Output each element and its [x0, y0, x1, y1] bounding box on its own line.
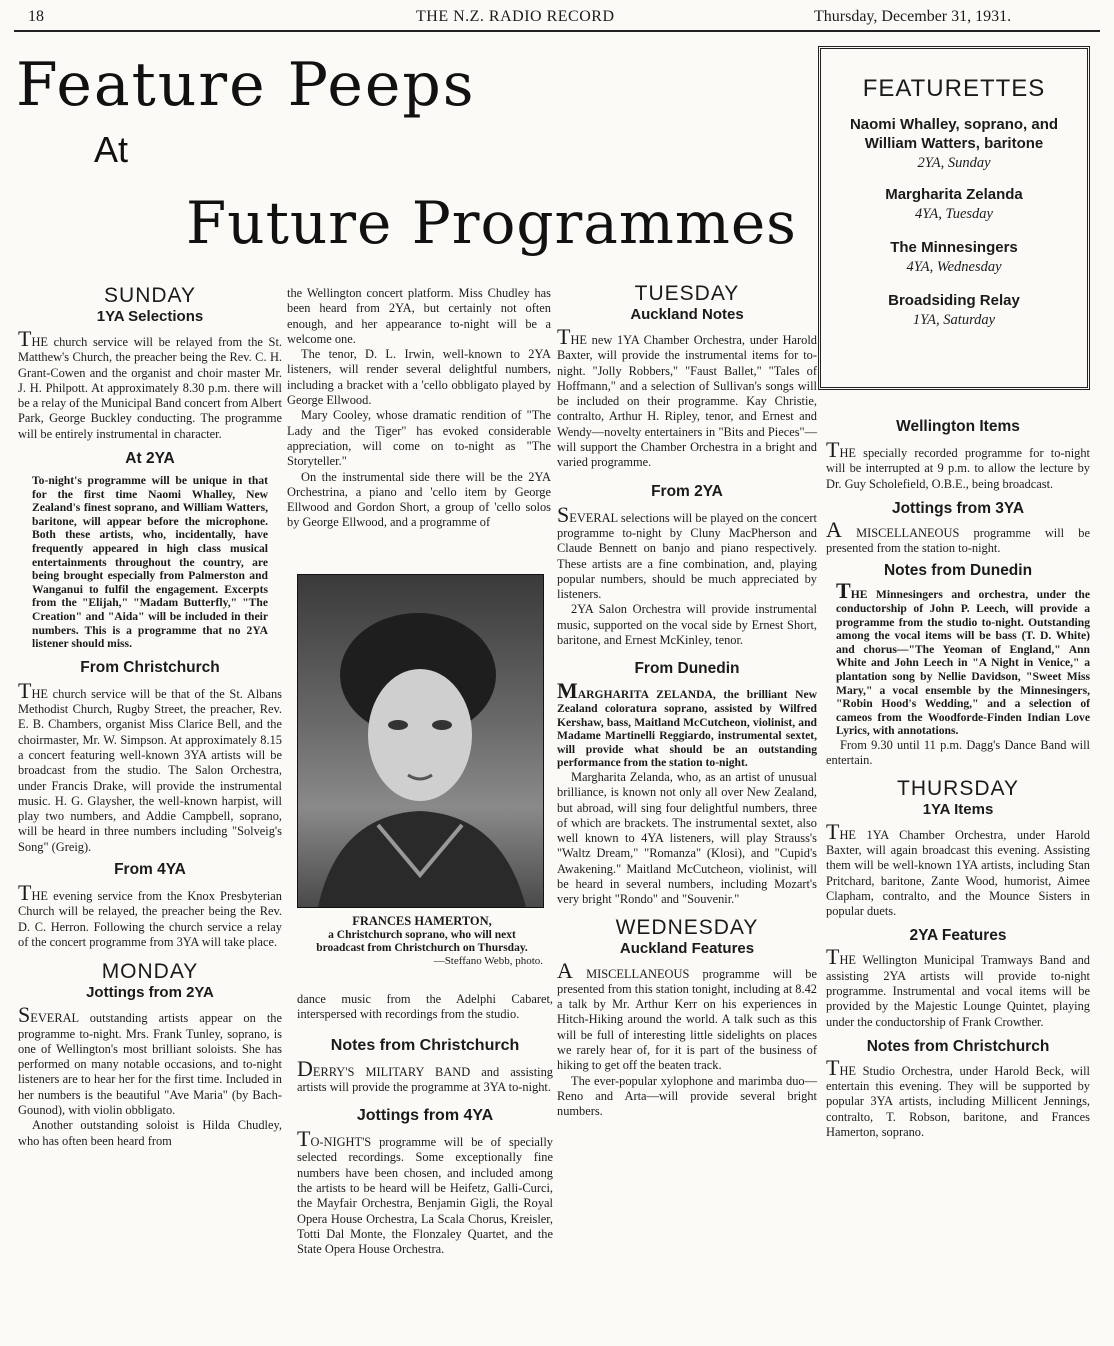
thursday-heading: THURSDAY [897, 776, 1019, 800]
featurette-item: Broadsiding Relay 1YA, Saturday [888, 292, 1020, 328]
sunday-subheading: 1YA Selections [96, 308, 204, 325]
column-4 [826, 418, 1090, 1140]
monday-heading: MONDAY [101, 960, 199, 984]
page-number: 18 [28, 8, 44, 25]
wellington-text: THE specially recorded programme for to-night will be interrupted at 9 p.m. to allow the lecture by Dr. Guy Scholefield, O.B.E., being broadcast. [826, 437, 1090, 491]
from-2ya-text-2: 2YA Salon Orchestra will provide instrumental music, supported on the vocal side by Ernest Short, baritone, and Ernest McKinley, tenor. [557, 602, 817, 648]
col2-text-1: the Wellington concert platform. Miss Chudley has been heard from 2YA, but certainly not often enough, and her appearance to-night will be a welcome one. [287, 286, 551, 346]
thursday-subheading: 1YA Items [922, 800, 994, 818]
monday-text: SEVERAL outstanding artists appear on the programme to-night. Mrs. Frank Tunley, soprano, is one of Wellington's most brilliant soloists. She has performed on many notable occasions, and to-night listeners are to hear her for the first time. Included in her numbers is the beautiful "Ave Maria" (by Bach-Gounod), with violin obbligato. [18, 1002, 282, 1118]
photo-caption [297, 914, 547, 967]
from-2ya-heading: From 2YA [651, 482, 723, 500]
tuesday-subheading: Auckland Notes [630, 306, 744, 323]
photo-credit: —Steffano Webb, photo. [433, 955, 543, 967]
from-dunedin-text-2: Margharita Zelanda, who, as an artist of unusual brilliance, is known not only all over New Zealand, but abroad, will sing four delightful numbers, three of which are brackets. The instrumental sextet, also well known to 4YA listeners, will play Strauss's "Waltz Dream," "Romanza" (Klosi), and "Cupid's Awakening." Maitland McCutcheon, violinist, will be heard in several numbers, including Mozart's very bright "Rondo" and "Souvenir." [557, 769, 817, 907]
at-2ya-heading: At 2YA [125, 450, 175, 468]
monday-subheading: Jottings from 2YA [86, 984, 214, 1002]
wednesday-text-2: The ever-popular xylophone and marimba duo—Reno and Arta—will provide several bright numbers. [557, 1073, 817, 1119]
portrait-photo [297, 574, 544, 908]
jottings-3ya-text: A MISCELLANEOUS programme will be presented from the station to-night. [826, 516, 1090, 556]
christchurch-notes-text: THE Studio Orchestra, under Harold Beck, will entertain this evening. They will be supported by popular 3YA artists, including Millicent Jennings, contralto, T. Robson, baritone, and Frances Hamerton, soprano. [826, 1054, 1090, 1140]
2ya-features-heading: 2YA Features [909, 927, 1007, 945]
tuesday-heading: TUESDAY [634, 282, 740, 305]
wellington-heading: Wellington Items [896, 418, 1020, 435]
featurette-item: The Minnesingers 4YA, Wednesday [890, 239, 1018, 275]
notes-dunedin-heading: Notes from Dunedin [883, 562, 1033, 580]
issue-date: Thursday, December 31, 1931. [814, 8, 1012, 25]
sunday-text: THE church service will be relayed from the St. Matthew's Church, the preacher being the Rev. C. H. Grant-Cowen and the organist and choir master Mr. J. H. Philpott. At approximately 8.30 p.m. there will be a relay of the Municipal Band concert from Albert Park, George Buckley conducting. The programme will be entirely instrumental in character. [18, 326, 282, 441]
notes-christchurch-heading: Notes from Christchurch [330, 1036, 520, 1054]
from-2ya-text: SEVERAL selections will be played on the concert programme to-night by Cluny MacPherson and Claude Bennett on banjo and piano respectively. These artists are a fine combination, and, playing popular numbers, should be much appreciated by listeners. [557, 501, 817, 602]
publication-name: THE N.Z. RADIO RECORD [416, 8, 615, 25]
monday-text-2: Another outstanding soloist is Hilda Chudley, who has often been heard from [18, 1118, 282, 1148]
col2-text-4: On the instrumental side there will be the 2YA Orchestrina, a piano and 'cello item by George Ellwood and Gordon Short, a group of 'cello solos by George Ellwood, and a programme of [287, 469, 551, 530]
featurette-item: Margharita Zelanda 4YA, Tuesday [885, 186, 1023, 222]
column-3 [557, 282, 817, 1120]
christchurch-notes-heading: Notes from Christchurch [866, 1037, 1050, 1055]
2ya-features-text: THE Wellington Municipal Tramways Band and assisting 2YA artists will provide to-night programme. Instrumental and vocal items will be provided by the Majestic Lounge Quintet, playing under the conductorship of Frank Crowther. [826, 944, 1090, 1029]
thursday-text: THE 1YA Chamber Orchestra, under Harold Baxter, will again broadcast this evening. Assisting them will be well-known 1YA artists, including Stan Pritchard, baritone, Zante Wood, humorist, Aimee Clapham, contralto, and the Mounce Sisters in popular duets. [826, 818, 1090, 919]
column-2 [287, 286, 551, 531]
from-dunedin-text: MARGHARITA ZELANDA, the brilliant New Zealand coloratura soprano, assisted by Wilfred Kershaw, bass, Maitland McCutcheon, violinist, and Madame Martinelli Reggiardo, instrumental sextet, will provide what should be an outstanding performance from the station to-night. [557, 678, 817, 770]
from-dunedin-heading: From Dunedin [634, 660, 740, 678]
page-header [28, 6, 1078, 30]
col2-text-2: The tenor, D. L. Irwin, well-known to 2YA listeners, will render several delightful numbers, including a bracket with a 'cello obbligato played by George Ellwood. [287, 347, 551, 408]
notes-dunedin-text-2: From 9.30 until 11 p.m. Dagg's Dance Band will entertain. [826, 738, 1090, 768]
sunday-heading: SUNDAY [104, 284, 196, 307]
from-4ya-text: THE evening service from the Knox Presbyterian Church will be relayed, the preacher being the Rev. D. C. Herron. Following the church service a relay of the concert programme from 3YA will take place. [18, 880, 282, 949]
column-1 [18, 284, 282, 1149]
wednesday-subheading: Auckland Features [619, 939, 755, 957]
christchurch-heading: From Christchurch [80, 658, 220, 676]
masthead-line1: Feature Peeps [16, 50, 476, 120]
column-2-lower [297, 992, 553, 1258]
col2-text-5: dance music from the Adelphi Cabaret, interspersed with recordings from the studio. [297, 992, 553, 1022]
jottings-4ya-text: TO-NIGHT'S programme will be of specially selected recordings. Some exceptionally fine numbers have been chosen, and included among the artists to be heard will be Heifetz, Galli-Curci, the Mayfair Orchestra, Benjamin Gigli, the Royal Opera House Orchestra, La Scala Chorus, Kreisler, Totti Dal Monte, the Flonzaley Quartet, and the State Opera House Orchestra. [297, 1126, 553, 1257]
jottings-3ya-heading: Jottings from 3YA [891, 499, 1025, 517]
featurette-item: Naomi Whalley, soprano, and William Watters, baritone 2YA, Sunday [849, 116, 1059, 171]
photo-caption-name: FRANCES HAMERTON, [352, 914, 492, 928]
wednesday-heading: WEDNESDAY [615, 915, 759, 939]
header-rule [14, 30, 1100, 32]
masthead-line3: Future Programmes [186, 189, 797, 257]
masthead-line2: At [94, 129, 129, 170]
portrait-icon [298, 575, 543, 907]
featurettes-box [818, 46, 1090, 390]
notes-dunedin-text: THE Minnesingers and orchestra, under the conductorship of John P. Leech, will provide a programme from the studio to-night. Outstanding among the vocal items will be bass (T. D. White) and chorus—"The Yeoman of England," Ann White and John Leech in "A Night in Venice," a plantation song by Nellie Davidson, "Sweet Miss Mary," a vocal ensemble by the Minnesingers, "Robin Hood's Wedding," and a selection of cameos from the Woodforde-Finden Indian Love Lyrics, with annotations. [836, 578, 1090, 738]
notes-christchurch-text: DERRY'S MILITARY BAND and assisting artists will provide the programme at 3YA to-night. [297, 1055, 553, 1094]
from-4ya-heading: From 4YA [114, 861, 186, 879]
featurettes-title: FEATURETTES [862, 75, 1046, 102]
photo-caption-text: a Christchurch soprano, who will next broadcast from Christchurch on Thursday. [316, 929, 528, 954]
wednesday-text: A MISCELLANEOUS programme will be presented from this station tonight, including at 8.42 a talk by Mr. Arthur Kerr on his experiences in Hitch-Hiking around the world. A talk such as this will be full of interesting little sidelights on places we rarely hear of, for it is part of the business of hiking to get off the beaten track. [557, 957, 817, 1073]
at-2ya-text: To-night's programme will be unique in that for the first time Naomi Whalley, New Zealand's finest soprano, and William Watters, baritone, will appear before the microphone. Both these artists, who, incidentally, have frequently appeared in high class musical entertainments throughout the country, are being brought especially from Palmerston and Wanganui to fulfil the engagement. Excerpts from the "Elijah," "Madam Butterfly," "The Creation" and "Aida" will be included in their numbers. This is a programme that no 2YA listener should miss. [32, 474, 268, 651]
christchurch-text: THE church service will be that of the St. Albans Methodist Church, Rugby Street, the preacher, Rev. E. B. Chambers, organist Miss Clarice Bell, and the choirmaster, Mr. W. Simpson. At approximately 8.15 a concert featuring well-known 3YA artists will be broadcast from the studio. The Salon Orchestra, under Francis Drake, will provide the instrumental music. H. G. Glaysher, the well-known harpist, will play two numbers, and Addie Campbell, soprano, will be heard in three numbers including "Solveig's Song" (Greig). [18, 677, 282, 854]
tuesday-text: THE new 1YA Chamber Orchestra, under Harold Baxter, will provide the instrumental items for to-night. "Jolly Robbers," "Faust Ballet," "Tales of Hoffmann," and a selection of Sullivan's songs will be included on their programme. Kay Christie, contralto, Arthur H. Ripley, tenor, and Ernest and Wendy—novelty entertainers in "Bits and Pieces"—will support the Chamber Orchestra in a bright and varied programme. [557, 324, 817, 470]
jottings-4ya-heading: Jottings from 4YA [356, 1107, 494, 1125]
col2-text-3: Mary Cooley, whose dramatic rendition of "The Lady and the Tiger" has evoked considerable appreciation, will come on to-night as "The Storyteller." [287, 408, 551, 469]
